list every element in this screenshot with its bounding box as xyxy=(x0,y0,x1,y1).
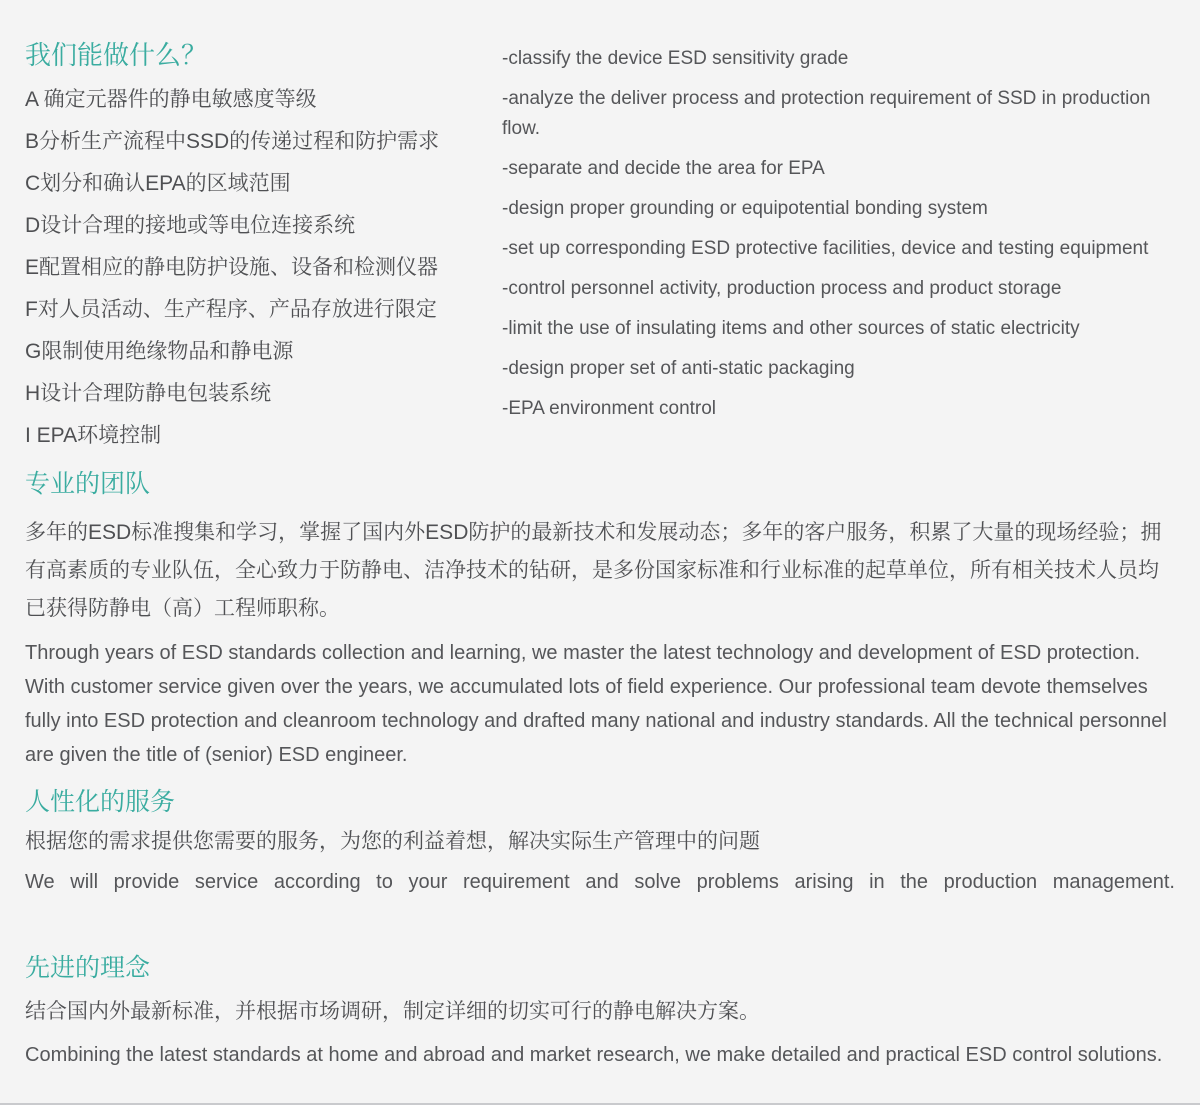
capability-item-en-h: -design proper set of anti-static packaging xyxy=(502,358,855,379)
capability-item-zh-e: E配置相应的静电防护设施、设备和检测仪器 xyxy=(25,256,439,279)
capability-item-zh-a: A 确定元器件的静电敏感度等级 xyxy=(25,88,317,111)
what-we-can-do-chinese-column xyxy=(25,40,480,466)
personalized-service-line-en: We will provide service according to your requirement and solve problems arising in the production management. xyxy=(25,871,1175,893)
capability-item-en-g: -limit the use of insulating items and other sources of static electricity xyxy=(502,318,1080,339)
capability-item-zh-b: B分析生产流程中SSD的传递过程和防护需求 xyxy=(25,130,440,153)
professional-team-heading: 专业的团队 xyxy=(25,470,151,498)
capability-item-en-a: -classify the device ESD sensitivity grade xyxy=(502,48,849,69)
capability-item-zh-f: F对人员活动、生产程序、产品存放进行限定 xyxy=(25,298,437,321)
capability-item-en-b: -analyze the deliver process and protection requirement of SSD in production flow. xyxy=(502,88,1151,139)
capability-item-zh-d: D设计合理的接地或等电位连接系统 xyxy=(25,214,356,237)
capability-list-zh xyxy=(25,88,480,448)
advanced-concept-heading: 先进的理念 xyxy=(25,954,151,982)
capability-item-zh-g: G限制使用绝缘物品和静电源 xyxy=(25,340,294,363)
personalized-service-section xyxy=(25,788,1175,896)
advanced-concept-section xyxy=(25,954,1175,1070)
professional-team-paragraph-zh: 多年的ESD标准搜集和学习，掌握了国内外ESD防护的最新技术和发展动态；多年的客户服务，积累了大量的现场经验；拥有高素质的专业队伍，全心致力于防静电、洁净技术的钻研，是多份国家标准和行业标准的起草单位，所有相关技术人员均已获得防静电（高）工程师职称。 xyxy=(25,521,1162,620)
capability-item-en-c: -separate and decide the area for EPA xyxy=(502,158,825,179)
personalized-service-heading: 人性化的服务 xyxy=(25,788,176,816)
advanced-concept-line-en: Combining the latest standards at home and abroad and market research, we make detailed and practical ESD control solutions. xyxy=(25,1044,1163,1066)
capability-item-zh-c: C划分和确认EPA的区域范围 xyxy=(25,172,291,195)
advanced-concept-line-zh: 结合国内外最新标准，并根据市场调研，制定详细的切实可行的静电解决方案。 xyxy=(25,1000,760,1023)
capability-list-en xyxy=(502,44,1175,424)
capability-item-en-f: -control personnel activity, production process and product storage xyxy=(502,278,1062,299)
capability-item-en-i: -EPA environment control xyxy=(502,398,717,419)
capability-item-en-d: -design proper grounding or equipotential bonding system xyxy=(502,198,988,219)
professional-team-paragraph-en: Through years of ESD standards collection and learning, we master the latest technology and development of ESD protection. With customer service given over the years, we accumulated lots of field experience. Our professional team devote themselves fully into ESD protection and cleanroom technology and drafted many national and industry standards. All the technical personnel are given the title of (senior) ESD engineer. xyxy=(25,642,1167,766)
what-we-can-do-english-column xyxy=(480,40,1175,434)
what-we-can-do-section xyxy=(25,40,1175,466)
professional-team-section xyxy=(25,470,1175,772)
capability-item-zh-i: I EPA环境控制 xyxy=(25,424,162,447)
what-we-can-do-heading: 我们能做什么？ xyxy=(25,40,208,70)
capability-item-en-e: -set up corresponding ESD protective facilities, device and testing equipment xyxy=(502,238,1149,259)
personalized-service-line-zh: 根据您的需求提供您需要的服务，为您的利益着想，解决实际生产管理中的问题 xyxy=(25,830,760,853)
capability-item-zh-h: H设计合理防静电包装系统 xyxy=(25,382,272,405)
